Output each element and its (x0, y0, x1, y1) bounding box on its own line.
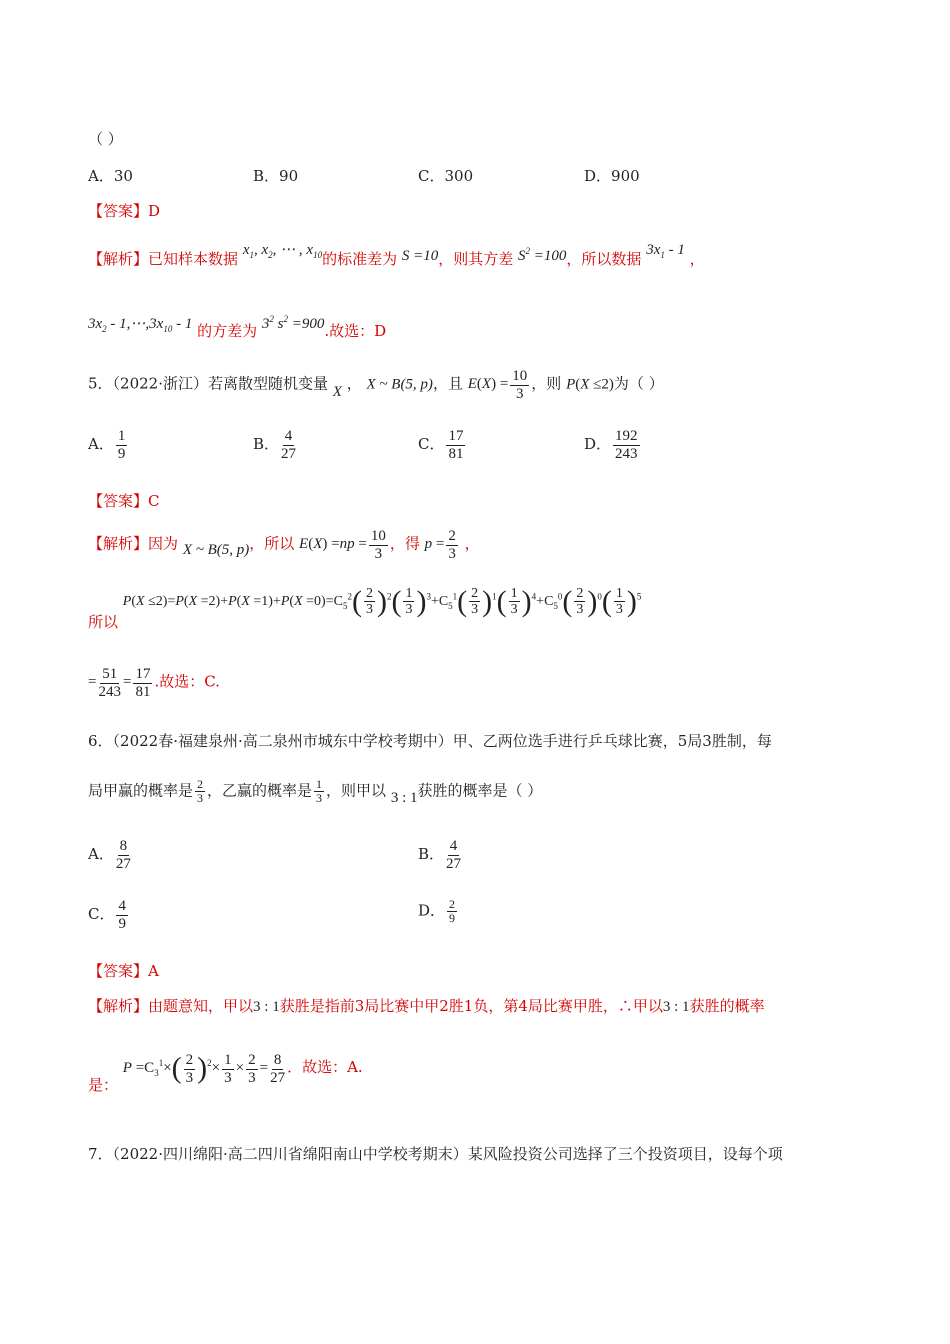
formula-binomial: X ~ B(5, p) (366, 376, 433, 393)
q5-stem: 5．（2022·浙江）若离散型随机变量 X ， X ~ B(5, p)，且 E(X) = $\frac{10}{3}$ ，则 P(X ≤2)为（ ） (88, 368, 664, 402)
analysis-label: 【解析】 (88, 250, 149, 268)
analysis-text: .故选：D (324, 322, 387, 340)
analysis-text: 的方差为 (197, 322, 258, 340)
q6-stem-line2 (88, 778, 542, 805)
formula-samples: $x_1$, $x_2$, ⋯ , $x_{10}$ (242, 242, 323, 260)
q6-option-b: B． $\frac{4}{27}$ (418, 838, 462, 872)
analysis-text: ，所以 (249, 534, 295, 553)
analysis-text: 由题意知，甲以 (148, 997, 254, 1015)
question-number: 6． (88, 732, 113, 750)
analysis-label: 【解析】 (88, 997, 149, 1015)
formula-prob: P(X ≤2) (566, 376, 614, 393)
formula-expectation: E(X) = $\frac{10}{3}$ (467, 368, 528, 402)
formula-binomial-sum: $P(X \le 2)=P(X =2)+P(X =1)+P(X =0)=C_5^2$( $\frac{2}{3}$ )$^2$( $\frac{1}{3}$ )$^3+C_5^1$( $\frac{2}{3}$ )$^1$( $\frac{1}{3}$ )$^4+C_5^0$( $\frac{2}{3}$ )$^0$( $\frac{1}{3}$ )$^5$ (122, 584, 642, 618)
formula-3x1: $3x_1 - 1$ (646, 242, 685, 260)
analysis-text: ．故选：A. (287, 1058, 363, 1077)
q5-option-b: B． $\frac{4}{27}$ (253, 428, 297, 462)
q5-analysis-line3 (88, 666, 220, 700)
q4-answer: 【答案】D (88, 202, 161, 220)
q4-option-c: C．300 (418, 167, 474, 185)
formula-x: X (332, 384, 342, 401)
question-text: 为（ ） (613, 374, 664, 393)
formula-data: $3x_2$ - $1,\cdots,3x_{10} - 1$ (88, 316, 193, 334)
formula-expectation: E(X) =np = $\frac{10}{3}$ (299, 528, 386, 562)
formula-variance: $S^2 =100$ (518, 246, 567, 264)
q4-paren: （ ） (88, 130, 123, 148)
formula-result: $3^2$ $s^2 =900$ (261, 314, 325, 332)
formula-ratio: 3 : 1 (662, 999, 690, 1015)
question-text: （2022·四川绵阳·高二四川省绵阳南山中学校考期末）某风险投资公司选择了三个投资项目，设每个项 (112, 1145, 783, 1163)
q5-analysis-line2 (88, 584, 642, 632)
q4-analysis-line2 (88, 312, 387, 340)
formula-binomial: X ~ B(5, p) (182, 542, 250, 559)
formula-ratio: 3 : 1 (390, 789, 418, 806)
question-text: （2022春·福建泉州·高二泉州市城东中学校考期中）甲、乙两位选手进行乒乓球比赛，5局3胜制，每 (112, 732, 772, 750)
question-text: 获胜的概率是（ ） (417, 781, 543, 800)
q6-option-c: C． $\frac{4}{9}$ (88, 898, 126, 932)
analysis-text: ，所以数据 (566, 250, 642, 268)
q6-analysis-line2 (88, 1052, 363, 1095)
analysis-text: 获胜的概率 (689, 997, 765, 1015)
analysis-text: ，则其方差 (438, 250, 514, 268)
formula-p: p = $\frac{2}{3}$ (424, 528, 456, 562)
analysis-text: 获胜是指前3局比赛中甲2胜1负，第4局比赛甲胜，∴甲以 (279, 997, 663, 1015)
analysis-text: 是： (88, 1076, 119, 1095)
q5-option-a: A． $\frac{1}{9}$ (88, 428, 126, 462)
q4-option-a: A．30 (88, 167, 133, 185)
q5-option-d: D． $\frac{192}{243}$ (584, 428, 638, 462)
q5-analysis-line1: 【解析】因为 X ~ B(5, p)，所以 E(X) =np = $\frac{10}{3}$ ，得 p = $\frac{2}{3}$ ， (88, 528, 480, 562)
q6-option-d: D． $\frac{2}{9}$ (418, 897, 456, 926)
q5-option-c: C． $\frac{17}{81}$ (418, 428, 464, 462)
analysis-text: .故选：C. (154, 672, 220, 691)
q6-option-a: A． $\frac{8}{27}$ (88, 838, 131, 872)
question-text: ，且 (432, 374, 463, 393)
formula-p-b: $\frac{1}{3}$ (316, 777, 323, 806)
q6-answer: 【答案】A (88, 962, 159, 980)
formula-p-a: $\frac{2}{3}$ (197, 777, 204, 806)
analysis-text: 所以 (88, 613, 119, 632)
question-number: 7． (88, 1145, 113, 1163)
formula-result: = $\frac{51}{243}$ = $\frac{17}{81}$ (88, 666, 151, 700)
q5-answer: 【答案】C (88, 492, 160, 510)
question-text: 局甲赢的概率是 (88, 781, 194, 800)
q4-analysis-line1: 【解析】已知样本数据 $x_1$, $x_2$, ⋯ , $x_{10}$的标准差为 S =10，则其方差 $S^2 =100$，所以数据 $3x_1 - 1$ ， (88, 242, 705, 268)
question-number: 5． (88, 374, 113, 393)
analysis-text: 因为 (148, 534, 179, 553)
formula-std: S =10 (401, 248, 439, 264)
analysis-text: ，得 (389, 534, 420, 553)
question-text: ，则 (531, 374, 562, 393)
q7-stem-line1 (88, 1143, 783, 1164)
question-text: ，乙赢的概率是 (207, 781, 313, 800)
question-text: ，则甲以 (326, 781, 387, 800)
formula-ratio: 3 : 1 (253, 999, 280, 1015)
q4-option-d: D．900 (584, 167, 640, 185)
q6-stem-line1 (88, 730, 772, 751)
q4-option-b: B．90 (253, 167, 299, 185)
analysis-text: 已知样本数据 (148, 250, 239, 268)
analysis-label: 【解析】 (88, 534, 149, 553)
formula-probability: $P =C_3^1\times$( $\frac{2}{3}$ )$^2$× $\frac{1}{3}$ × $\frac{2}{3}$ = $\frac{8}{27}$ (122, 1052, 286, 1086)
analysis-text: 的标准差为 (322, 250, 398, 268)
q6-analysis-line1 (88, 995, 765, 1016)
question-text: （2022·浙江）若离散型随机变量 (112, 374, 328, 393)
